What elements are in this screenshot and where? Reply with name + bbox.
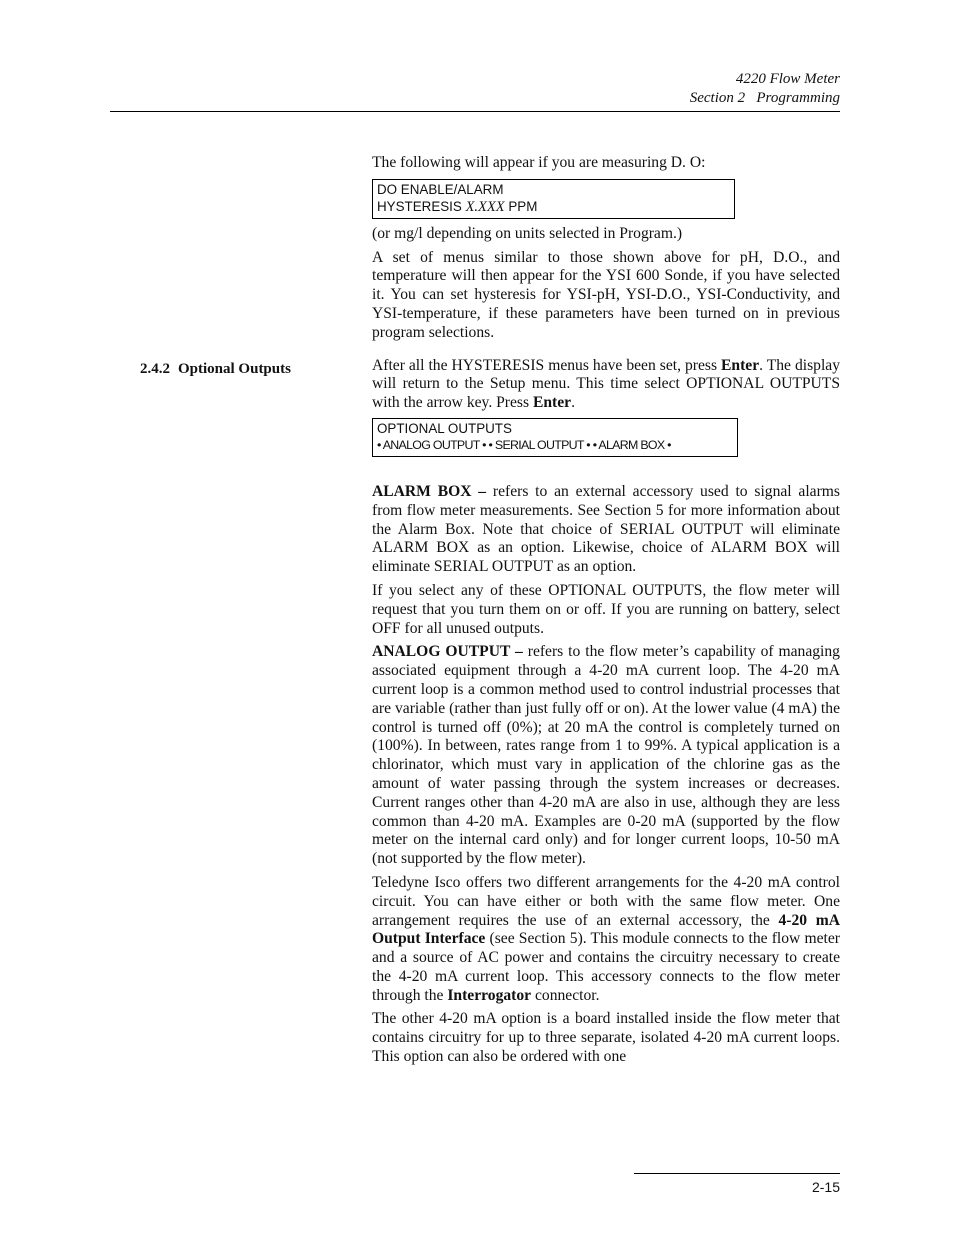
section-title: Optional Outputs	[178, 361, 291, 377]
header-title: 4220 Flow Meter	[735, 71, 840, 87]
text-run: connector.	[531, 986, 600, 1004]
lcd-display-do	[372, 179, 735, 219]
spacer	[372, 463, 840, 483]
text-run: .	[571, 394, 575, 412]
section-heading	[140, 360, 291, 379]
page-number: 2-15	[811, 1179, 840, 1195]
alarm-box-paragraph	[372, 483, 840, 577]
select-outputs-paragraph: If you select any of these OPTIONAL OUTPUTS, the flow meter will request that you turn them on or off. If you are running on battery, select OFF for all unused outputs.	[372, 581, 840, 637]
lcd-line-2	[377, 198, 730, 216]
term-alarm-box: ALARM BOX –	[372, 482, 487, 500]
text-run: Teledyne Isco offers two different arrangements for the 4-20 mA control circuit. You can have either or both with the same flow meter. One arrangement requires the use of an external accessory, the	[372, 873, 840, 929]
lcd-hysteresis-value: X.XXX	[465, 198, 505, 215]
text-run: refers to an external accessory used to signal alarms from flow meter measurements. See Section 5 for more information about the Alarm Box. Note that choice of SERIAL OUTPUT will eliminate ALARM BOX as an option. Likewise, choice of ALARM BOX will eliminate SERIAL OUTPUT as an option.	[372, 482, 840, 576]
after-hysteresis-paragraph	[372, 357, 840, 413]
text-run: After all the HYSTERESIS menus have been set, press	[372, 356, 722, 374]
text-run: . The display will return to the Setup menu. This time select OPTIONAL OUTPUTS with the arrow key. Press	[372, 356, 841, 412]
footer-rule	[634, 1173, 840, 1174]
lcd-unit: PPM	[504, 198, 538, 214]
header-section: Section 2 Programming	[689, 90, 840, 106]
intro-paragraph: The following will appear if you are measuring D. O:	[372, 154, 706, 171]
enter-key-label: Enter	[721, 356, 760, 374]
term-analog-output: ANALOG OUTPUT –	[372, 643, 523, 661]
lcd-line-2: • ANALOG OUTPUT • • SERIAL OUTPUT • • ALARM BOX •	[377, 437, 671, 452]
term-output-interface: 4-20 mA Output Interface	[372, 911, 840, 948]
section-number: 2.4.2	[140, 361, 170, 377]
teledyne-paragraph	[372, 874, 840, 1006]
text-run: (see Section 5). This module connects to the flow meter and a source of AC power and contains the circuitry necessary to create the 4-20 mA current loop. This accessory connects to the flow meter through the	[372, 930, 840, 1004]
text-run: refers to the flow meter’s capability of managing associated equipment through a 4-20 mA current loop. The 4-20 mA current loop is a common method used to control industrial processes that are variable (rather than just fully off or on). At the lower value (4 mA) the control is turned off (0%); at 20 mA the control is completely turned on (100%). In between, rates range from 1 to 99%. A typical application is a chlorinator, which must vary in application of the chlorine gas as the amount of water passing through the system increases or decreases. Current ranges other than 4-20 mA are also in use, although they are less common than 4-20 mA. Examples are 0-20 mA (supported by the flow meter on the internal card only) and for longer current loops, 10-50 mA (not supported by the flow meter).	[372, 643, 840, 868]
header-rule	[110, 111, 840, 112]
units-note: (or mg/l depending on units selected in Program.)	[372, 224, 683, 242]
lcd-line-1: OPTIONAL OUTPUTS	[377, 420, 512, 436]
running-header	[690, 70, 840, 108]
enter-key-label: Enter	[532, 394, 572, 412]
lcd-display-optional-outputs	[372, 418, 738, 457]
internal-board-paragraph: The other 4-20 mA option is a board installed inside the flow meter that contains circuitry for up to three separate, isolated 4-20 mA current loops. This option can also be ordered with one	[372, 1010, 840, 1066]
term-interrogator: Interrogator	[447, 986, 532, 1004]
analog-output-paragraph	[372, 643, 840, 869]
lcd-line-1: DO ENABLE/ALARM	[377, 181, 504, 197]
main-content	[372, 154, 840, 1072]
ysi-paragraph: A set of menus similar to those shown above for pH, D.O., and temperature will then appear for the YSI 600 Sonde, if you have selected it. You can set hysteresis for YSI-pH, YSI-D.O., YSI-Conductivity, and YSI-temperature, if these parameters have been turned on in previous program selections.	[372, 248, 840, 341]
lcd-hysteresis-label: HYSTERESIS	[377, 198, 466, 214]
